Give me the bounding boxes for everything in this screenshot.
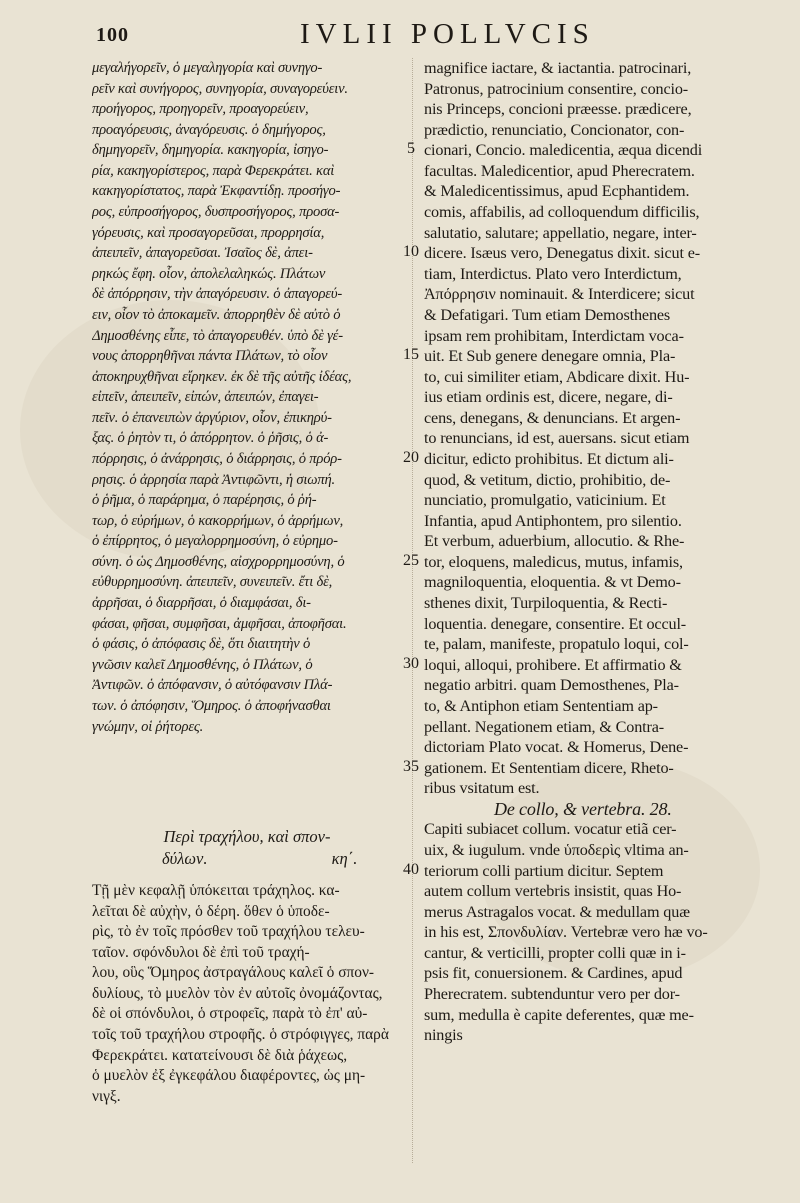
latin-text-line: uix, & iugulum. vnde ὑποδερὶς vltima an- [424,840,689,859]
margin-line-number: 35 [403,757,419,775]
greek-text-line: ειν, οἷον τὸ ἀποκαμεῖν. ἀπορρηθὲν δὲ αὐτὸ ὁ [92,306,341,323]
latin-text-line: comis, affabilis, ad colloquendum difficilis, [424,203,700,222]
latin-text-line: dicere. Isæus vero, Denegatus dixit. sicut e- [424,244,701,263]
greek-heading-line-2 [92,848,402,870]
latin-text-line: Ἀπόρρησιν nominauit. & Interdicere; sicut [424,285,695,304]
latin-text-line: & Maledicentissimus, apud Ecphantidem. [424,182,690,201]
latin-text-line: Et verbum, aduerbium, allocutio. & Rhe- [424,532,685,551]
latin-text-line: ningis [424,1026,463,1045]
greek-text-line: πεῖν. ὁ ἐπανειπὼν ἀργύριον, οἷον, ἐπικηρύ- [92,409,332,426]
greek-text-line: γνῶσιν καλεῖ Δημοσθένης, ὁ Πλάτων, ὁ [92,656,313,673]
latin-text-line: to, & Antiphon etiam Sententiam ap- [424,696,658,715]
latin-text-line: tor, eloquens, maledicus, mutus, infamis, [424,552,683,571]
latin-text-line: pellant. Negationem etiam, & Contra- [424,717,665,736]
latin-text-line: in his est, Σπονδυλίαν. Vertebræ vero hæ vo- [424,923,708,942]
greek-text-line: Ἀντιφῶν. ὁ ἀπόφανσιν, ὁ αὐτόφανσιν Πλά- [92,677,333,694]
latin-text-line: nunciatio, promulgatio, vaticinium. Et [424,491,666,510]
greek-text-line: γόρευσις, καὶ προσαγορεῦσαι, προρρησία, [92,224,325,241]
greek-text-line: Τῇ μὲν κεφαλῇ ὑπόκειται τράχηλος. κα- [92,882,340,899]
latin-text-line: teriorum colli partium dicitur. Septem [424,861,664,880]
latin-text-line: Capiti subiacet collum. vocatur etiã cer- [424,820,677,839]
margin-line-number: 40 [403,860,419,878]
greek-text-line: φάσαι, φῆσαι, συμφῆσαι, ἀμφῆσαι, ἀποφῆσαι. [92,615,347,632]
greek-text-line: δυλίους, τὸ μυελὸν τὸν ἐν αὐτοῖς ὀνομάζοντας, [92,984,383,1002]
greek-text-line: δὲ οἱ σπόνδυλοι, ὁ στροφεῖς, παρὰ τὸ ἐπ' αὐ- [92,1005,368,1023]
greek-text-line: ἀποκηρυχθῆναι εἴρηκεν. ἐκ δὲ τῆς αὐτῆς ἰδέας, [92,368,352,385]
greek-text-line: ρεῖν καὶ συνήγορος, συνηγορία, συναγορεύειν. [92,80,348,97]
latin-text-line: to, cui similiter etiam, Abdicare dixit. Hu- [424,367,690,386]
greek-heading-number: κη΄. [331,849,358,868]
greek-text-line: ὁ ῥῆμα, ὁ παράρημα, ὁ παρέρησις, ὁ ῥή- [92,492,317,509]
latin-text-line: merus Astragalos vocat. & medullam quæ [424,902,690,921]
latin-text-line: autem collum vertebris insistit, quas Ho- [424,882,682,901]
running-title: IVLII POLLVCIS [300,18,595,50]
latin-text-line: quod, & vetitum, dictio, prohibitio, de- [424,470,671,489]
latin-column [424,58,770,1046]
latin-text-line: cens, denegans, & denuncians. Et argen- [424,408,681,427]
latin-text-line: facultas. Maledicentior, apud Pherecratem. [424,161,695,180]
greek-text-line: δημηγορεῖν, δημηγορία. κακηγορία, ἰσηγο- [92,142,329,159]
greek-text-line: προήγορος, προηγορεῖν, προαγορεύειν, [92,101,309,118]
latin-text-line: nis Princeps, concioni præesse. prædicere, [424,100,692,119]
greek-text-line: ἀπειπεῖν, ἀπαγορεῦσαι. Ἰσαῖος δὲ, ἀπει- [92,245,313,262]
greek-text-line: Φερεκράτει. κατατείνουσι δὲ διὰ ῥάχεως, [92,1046,348,1064]
greek-text-line: ὁ μυελὸν ἐξ ἐγκεφάλου διαφέροντες, ὡς μη- [92,1067,366,1085]
latin-text-line: cantur, & verticilli, propter colli quæ in i- [424,943,686,962]
latin-text-line: negatio arbitri. quam Demosthenes, Pla- [424,676,679,695]
greek-text-line: σύνη. ὁ ὡς Δημοσθένης, αἰσχρορρημοσύνη, ὁ [92,553,345,570]
latin-text-line: salutatio, salutare; appellatio, negare, inter- [424,223,697,242]
latin-text-line: cionari, Concio. maledicentia, æqua dicendi [424,141,703,160]
latin-text-line: Pherecratem. subtenduntur vero per dor- [424,985,680,1004]
latin-text-line: loqui, alloqui, prohibere. Et affirmatio & [424,655,682,674]
latin-text-line: Infantia, apud Antiphontem, pro silentio. [424,511,682,530]
latin-text-line: gationem. Et Sententiam dicere, Rheto- [424,758,674,777]
greek-text-line: ρηκώς ἔφη. οἷον, ἀπολελαληκώς. Πλάτων [92,265,326,282]
greek-text-line: εὐθυρρημοσύνη. ἀπειπεῖν, συνειπεῖν. ἔτι δὲ, [92,574,333,591]
greek-text-line: ὁ ἐπίρρητος, ὁ μεγαλορρημοσύνη, ὁ εὐρημο- [92,533,338,550]
greek-text-line: νους ἀπορρηθῆναι πάντα Πλάτων, τὸ οἷον [92,348,328,365]
greek-text-line: ξας. ὁ ῥητὸν τι, ὁ ἀπόρρητον. ὁ ῥῆσις, ὁ ἀ- [92,430,329,447]
margin-line-number: 30 [403,654,419,672]
latin-text-line: sthenes dixit, Turpiloquentia, & Recti- [424,594,668,613]
greek-text-line: δὲ ἀπόρρησιν, τὴν ἀπαγόρευσιν. ὁ ἀπαγορεύ- [92,286,343,303]
greek-text-line: κακηγορίστατος, παρὰ Ἐκφαντίδῃ. προσήγο- [92,183,341,200]
latin-section-heading: De collo, & vertebra. 28. [494,798,672,819]
greek-text-line: τωρ, ὁ εὐρήμων, ὁ κακορρήμων, ὁ ἀρρήμων, [92,512,344,529]
greek-text-line: λεῖται δὲ αὐχὴν, ὁ δέρη. ὅθεν ὁ ὑποδε- [92,902,330,920]
greek-text-line: ρία, κακηγορίστερος, παρὰ Φερεκράτει. καὶ [92,162,335,179]
margin-line-number: 25 [403,551,419,569]
margin-line-number: 20 [403,449,419,467]
latin-text-line: magnifice iactare, & iactantia. patrocinari, [424,59,692,77]
latin-text-line: dicitur, edicto prohibitus. Et dictum ali- [424,449,674,468]
margin-line-number: 15 [403,346,419,364]
greek-text-line: μεγαλήγορεῖν, ὁ μεγαληγορία καὶ συνηγο- [92,60,323,76]
latin-text-line: uit. Et Sub genere denegare omnia, Pla- [424,347,676,366]
latin-text-line: tiam, Interdictus. Plato vero Interdictum, [424,264,682,283]
latin-text-line: prædictio, renunciatio, Concionator, con- [424,120,685,139]
greek-text-line: τοῖς τοῦ τραχήλου στροφῆς. ὁ στρόφιγγες, παρὰ [92,1026,389,1044]
greek-text-line: πόρρησις, ὁ ἀνάρρησις, ὁ διάρρησις, ὁ πρόρ- [92,450,342,467]
greek-text-line: Δημοσθένης εἶπε, τὸ ἀπαγορευθέν. ὑπὸ δὲ γέ- [92,327,343,344]
latin-text-line: te, palam, manifeste, propatulo loqui, col- [424,635,689,654]
latin-text-line: loquentia. denegare, consentire. Et occul- [424,614,687,633]
greek-column-lower [92,881,402,1107]
latin-text-line: ius etiam ordinis est, dicere, negare, di- [424,388,673,407]
greek-text-line: νιγξ. [92,1087,121,1105]
greek-text-line: προαγόρευσις, ἀναγόρευσις. ὁ δημήγορος, [92,121,326,138]
greek-text-line: ρος, εὐπροσήγορος, δυσπροσήγορος, προσα- [92,204,340,221]
page-header [0,18,800,58]
greek-text-line: των. ὁ ἀπόφησιν, Ὅμηρος. ὁ ἀποφήνασθαι [92,697,331,714]
latin-text-line: ipsam rem prohibitam, Interdictam voca- [424,326,684,345]
latin-text-line: magniloquentia, eloquentia. & vt Demo- [424,573,681,592]
greek-text-line: γνώμην, οἱ ῥήτορες. [92,718,204,735]
page-number: 100 [96,24,129,46]
greek-text-line: ρησις. ὁ ἀρρησία παρὰ Ἀντιφῶντι, ἡ σιωπή. [92,471,335,488]
greek-text-line: εἰπεῖν, ἀπειπεῖν, εἰπών, ἀπειπών, ἐπαγει- [92,389,319,406]
latin-text-line: dictoriam Plato vocat. & Homerus, Dene- [424,738,689,757]
latin-text-line: psis fit, conuersionem. & Cardines, apud [424,964,683,983]
greek-column [92,58,402,737]
greek-heading-line-1: Περὶ τραχήλου, καὶ σπον- [163,827,331,846]
margin-line-number: 5 [407,140,415,158]
greek-text-line: ὁ φάσις, ὁ ἀπόφασις δὲ, ὅτι διαιτητὴν ὁ [92,636,311,653]
latin-text-line: sum, medulla è capite deferentes, quæ me- [424,1005,694,1024]
greek-heading-word: δύλων. [162,849,208,868]
greek-text-line: ρὶς, τὸ ἐν τοῖς πρόσθεν τοῦ τραχήλου τελευ- [92,923,365,941]
greek-text-line: ταῖον. σφόνδυλοι δὲ ἐπὶ τοῦ τραχή- [92,943,310,961]
greek-section-heading [92,826,402,870]
latin-text-line: to renuncians, id est, auersans. sicut etiam [424,429,690,448]
latin-text-line: Patronus, patrocinium consentire, concio- [424,79,689,98]
latin-text-line: & Defatigari. Tum etiam Demosthenes [424,305,671,324]
column-divider [412,58,414,1163]
greek-text-line: λου, οὓς Ὅμηρος ἀστραγάλους καλεῖ ὁ σπον- [92,964,375,982]
latin-text-line: ribus vsitatum est. [424,779,540,798]
greek-text-line: ἀρρῆσαι, ὁ διαρρῆσαι, ὁ διαμφάσαι, δι- [92,595,311,612]
margin-line-number: 10 [403,243,419,261]
